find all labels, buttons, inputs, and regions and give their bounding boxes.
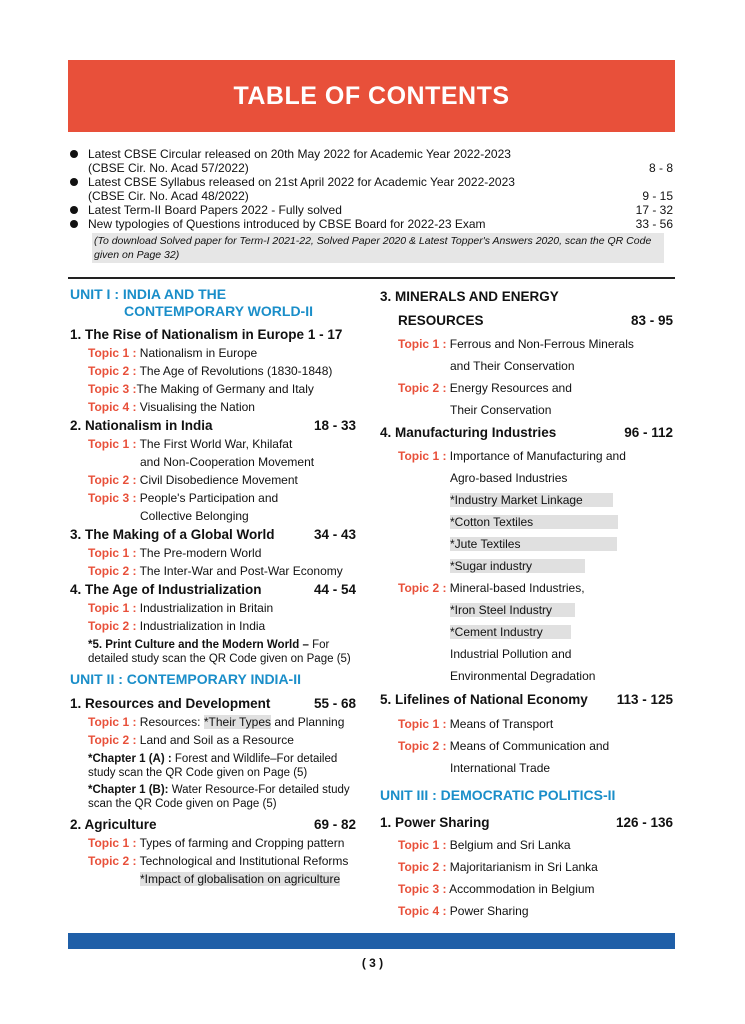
chapter-title: 1. The Rise of Nationalism in Europe 1 - 17 bbox=[70, 327, 343, 342]
page-range: 8 - 8 bbox=[648, 161, 673, 175]
page-range: 44 - 54 bbox=[313, 582, 356, 597]
divider bbox=[68, 277, 675, 279]
topic-item: Topic 2 : Land and Soil as a Resource bbox=[88, 733, 294, 747]
page-range: 55 - 68 bbox=[313, 696, 356, 711]
list-item-text: Latest CBSE Circular released on 20th May 2022 for Academic Year 2022-2023 bbox=[88, 147, 511, 161]
topic-item: Topic 2 : Industrialization in India bbox=[88, 619, 266, 633]
list-item bbox=[68, 161, 675, 175]
topic-item: Topic 2 : Technological and Institutional Reforms *Impact of globalisation on agriculture bbox=[88, 854, 349, 886]
unit-heading-line: UNIT I : INDIA AND THE bbox=[70, 286, 227, 302]
chapter-title: RESOURCES 83 - 95 bbox=[380, 309, 675, 333]
topic-item: Topic 2 : Mineral-based Industries, *Iron Steel Industry *Cement Industry Industrial Pollution and Environmental Degradation bbox=[398, 581, 596, 683]
page-range: 34 - 43 bbox=[313, 527, 356, 542]
topic-item: Topic 4 : Power Sharing bbox=[398, 904, 529, 918]
page-range: 83 - 95 bbox=[630, 313, 673, 328]
chapter-title: 2. Agriculture 69 - 82 bbox=[70, 817, 356, 832]
right-column bbox=[380, 285, 675, 922]
topic-item: Topic 2 : Energy Resources and Their Conservation bbox=[398, 381, 572, 417]
page-range: 113 - 125 bbox=[616, 692, 673, 707]
topic-item: Topic 2 : The Age of Revolutions (1830-1848) bbox=[88, 364, 333, 378]
intro-list bbox=[68, 147, 675, 263]
topic-item: Topic 2 : Majoritarianism in Sri Lanka bbox=[398, 860, 598, 874]
topic-item: Topic 1 : Ferrous and Non-Ferrous Minerals and Their Conservation bbox=[398, 337, 634, 373]
page-title: TABLE OF CONTENTS bbox=[68, 60, 675, 132]
topic-item: Topic 1 : Types of farming and Cropping pattern bbox=[88, 836, 345, 850]
topic-item: Topic 1 : Belgium and Sri Lanka bbox=[398, 838, 571, 852]
list-item-text: (CBSE Cir. No. Acad 48/2022) bbox=[88, 189, 249, 203]
chapter-title: 3. MINERALS AND ENERGY bbox=[380, 289, 559, 304]
chapter-title: 5. Lifelines of National Economy 113 - 125 bbox=[380, 687, 675, 713]
topic-item: Topic 3 :The Making of Germany and Italy bbox=[88, 382, 314, 396]
bullet-icon bbox=[70, 150, 78, 158]
topic-item: Topic 1 : Means of Transport bbox=[398, 717, 554, 731]
page-range: 69 - 82 bbox=[313, 817, 356, 832]
topic-item: Topic 1 : The First World War, Khilafat and Non-Cooperation Movement bbox=[88, 437, 315, 469]
page-range: 126 - 136 bbox=[615, 815, 673, 830]
unit-heading-line: CONTEMPORARY WORLD-II bbox=[124, 303, 313, 319]
topic-item: Topic 2 : Means of Communication and International Trade bbox=[398, 739, 610, 775]
left-column bbox=[70, 286, 358, 888]
topic-item: Topic 1 : Industrialization in Britain bbox=[88, 601, 274, 615]
chapter-note: *5. Print Culture and the Modern World – For detailed study scan the QR Code given on Page (5) bbox=[88, 639, 351, 665]
page-number: ( 3 ) bbox=[361, 956, 384, 970]
unit-heading: UNIT II : CONTEMPORARY INDIA-II bbox=[70, 671, 301, 687]
chapter-title: 1. Power Sharing 126 - 136 bbox=[380, 812, 675, 834]
chapter-note: *Chapter 1 (B): Water Resource-For detailed study scan the QR Code given on Page (5) bbox=[88, 784, 350, 810]
qr-note: (To download Solved paper for Term-I 2021-22, Solved Paper 2020 & Latest Topper's Answers 2020, scan the QR Code given on Page 32) bbox=[92, 233, 664, 263]
list-item-text: Latest Term-II Board Papers 2022 - Fully solved bbox=[88, 203, 342, 217]
chapter-title: 1. Resources and Development 55 - 68 bbox=[70, 696, 356, 711]
page-range: 33 - 56 bbox=[635, 217, 673, 231]
page-range: 1 - 17 bbox=[307, 327, 343, 342]
unit-heading: UNIT III : DEMOCRATIC POLITICS-II bbox=[380, 787, 616, 803]
topic-item: Topic 1 : The Pre-modern World bbox=[88, 546, 262, 560]
topic-item: Topic 1 : Resources: *Their Types and Planning bbox=[88, 715, 345, 729]
page-range: 9 - 15 bbox=[642, 189, 673, 203]
topic-item: Topic 3 : Accommodation in Belgium bbox=[398, 882, 595, 896]
topic-item: Topic 1 : Nationalism in Europe bbox=[88, 346, 258, 360]
list-item bbox=[68, 217, 675, 231]
list-item bbox=[68, 189, 675, 203]
list-item bbox=[68, 147, 675, 161]
footer-bar bbox=[68, 933, 675, 949]
list-item bbox=[68, 203, 675, 217]
page-range: 17 - 32 bbox=[635, 203, 673, 217]
chapter-title: 2. Nationalism in India 18 - 33 bbox=[70, 418, 356, 433]
bullet-icon bbox=[70, 178, 78, 186]
list-item-text: New typologies of Questions introduced by CBSE Board for 2022-23 Exam bbox=[88, 217, 486, 231]
bullet-icon bbox=[70, 206, 78, 214]
list-item-text: Latest CBSE Syllabus released on 21st April 2022 for Academic Year 2022-2023 bbox=[88, 175, 515, 189]
topic-item: Topic 4 : Visualising the Nation bbox=[88, 400, 255, 414]
topic-item: Topic 3 : People's Participation and Collective Belonging bbox=[88, 491, 279, 523]
topic-item: Topic 2 : Civil Disobedience Movement bbox=[88, 473, 298, 487]
chapter-title: 4. The Age of Industrialization 44 - 54 bbox=[70, 582, 356, 597]
list-item-text: (CBSE Cir. No. Acad 57/2022) bbox=[88, 161, 249, 175]
chapter-title: 4. Manufacturing Industries 96 - 112 bbox=[380, 421, 675, 445]
page-range: 18 - 33 bbox=[313, 418, 356, 433]
chapter-note: *Chapter 1 (A) : Forest and Wildlife–For detailed study scan the QR Code given on Page (5) bbox=[88, 753, 338, 779]
unit-heading bbox=[70, 286, 358, 320]
topic-item: Topic 2 : The Inter-War and Post-War Economy bbox=[88, 564, 343, 578]
list-item bbox=[68, 175, 675, 189]
topic-item: Topic 1 : Importance of Manufacturing and Agro-based Industries *Industry Market Linkage *Cotton Textiles *Jute Textiles *Sugar industry bbox=[398, 449, 626, 573]
bullet-icon bbox=[70, 220, 78, 228]
page-range: 96 - 112 bbox=[624, 425, 673, 440]
chapter-title: 3. The Making of a Global World 34 - 43 bbox=[70, 527, 356, 542]
